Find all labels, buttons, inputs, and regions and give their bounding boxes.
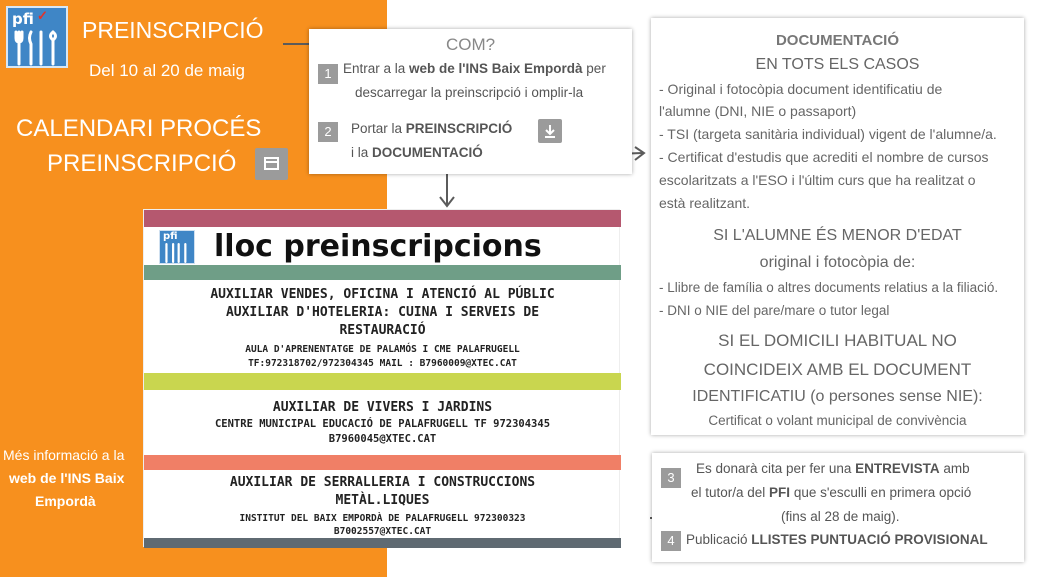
s1-line3: RESTAURACIÓ xyxy=(339,323,426,338)
step4-line: Publicació LLISTES PUNTUACIÓ PROVISIONAL xyxy=(686,532,988,547)
s3-line1: AUXILIAR DE SERRALLERIA I CONSTRUCCIONS xyxy=(229,475,536,490)
doc-subtitle: EN TOTS ELS CASOS xyxy=(755,56,920,73)
s3-line4: B7002557@XTEC.CAT xyxy=(333,526,432,537)
download-button[interactable] xyxy=(538,119,562,143)
doc-line-5: escolaritzats a l'ESO i l'últim curs que ha realitzat o xyxy=(659,172,976,188)
step2-line1: Portar la PREINSCRIPCIÓ xyxy=(351,121,513,136)
tools-icon xyxy=(13,30,63,66)
band-purple xyxy=(144,210,621,227)
download-icon xyxy=(538,119,562,143)
band-green xyxy=(144,265,621,280)
more-info-line2[interactable]: web de l'INS Baix xyxy=(9,470,125,486)
com-title: COM? xyxy=(445,35,496,54)
doc-line-2: l'alumne (DNI, NIE o passaport) xyxy=(659,103,857,119)
calendar-action-button[interactable] xyxy=(255,148,288,180)
s3-line2: METÀL.LIQUES xyxy=(335,493,430,508)
window-icon xyxy=(255,148,288,180)
s1-line2: AUXILIAR D'HOTELERIA: CUINA I SERVEIS DE xyxy=(225,305,540,320)
calendar-title-line1: CALENDARI PROCÉS xyxy=(16,115,262,142)
domicili-title-2: COINCIDEIX AMB EL DOCUMENT xyxy=(703,360,972,379)
lloc-tools-icon xyxy=(162,243,192,263)
preinscripcio-title: PREINSCRIPCIÓ xyxy=(82,17,264,43)
band-salmon xyxy=(144,455,621,470)
s2-line2: CENTRE MUNICIPAL EDUCACIÓ DE PALAFRUGELL TF 972304345 xyxy=(214,418,551,430)
s3-line3: INSTITUT DEL BAIX EMPORDÀ DE PALAFRUGELL 972300323 xyxy=(239,513,526,524)
doc-line-3: - TSI (targeta sanitària individual) vigent de l'alumne/a. xyxy=(659,126,997,142)
check-icon: ✓ xyxy=(37,8,48,23)
minor-subtitle: original i fotocòpia de: xyxy=(759,254,916,271)
more-info-line1: Més informació a la xyxy=(3,447,125,463)
step1-line1: Entrar a la web de l'INS Baix Empordà per xyxy=(343,61,606,76)
documentacio-card xyxy=(651,18,1024,435)
arrow-head-doc xyxy=(635,147,644,160)
steps-card xyxy=(652,453,1024,562)
step1-line2: descarregar la preinscripció i omplir-la xyxy=(355,85,584,100)
lloc-card xyxy=(143,209,620,547)
dates-text: Del 10 al 20 de maig xyxy=(89,61,245,80)
step2-line2: i la DOCUMENTACIÓ xyxy=(351,145,483,160)
doc-line-6: està realitzant. xyxy=(659,195,751,211)
step2-number: 2 xyxy=(318,122,338,142)
com-card xyxy=(309,29,632,174)
step1-number: 1 xyxy=(318,64,338,84)
step4-number: 4 xyxy=(661,531,681,551)
minor-line-2: - DNI o NIE del pare/mare o tutor legal xyxy=(659,303,890,318)
logo-text: pfi xyxy=(12,10,34,28)
minor-title: SI L'ALUMNE ÉS MENOR D'EDAT xyxy=(713,227,962,244)
step3-number: 3 xyxy=(661,468,681,488)
domicili-line: Certificat o volant municipal de convivència xyxy=(708,413,967,428)
pfi-logo xyxy=(6,6,68,68)
s1-line4: AULA D'APRENENTATGE DE PALAMÓS I CME PALAFRUGELL xyxy=(245,344,520,355)
doc-title: DOCUMENTACIÓ xyxy=(775,32,900,49)
lloc-logo xyxy=(159,230,195,264)
doc-line-1: - Original i fotocòpia document identificatiu de xyxy=(659,81,943,97)
more-info-line3[interactable]: Empordà xyxy=(35,493,96,509)
band-yellow xyxy=(144,373,621,390)
arrow-head-lloc xyxy=(440,197,454,206)
s2-line1: AUXILIAR DE VIVERS I JARDINS xyxy=(272,400,493,415)
minor-line-1: - Llibre de família o altres documents relatius a la filiació. xyxy=(659,280,999,295)
step3-line1: Es donarà cita per fer una ENTREVISTA amb xyxy=(696,461,970,476)
band-dark xyxy=(144,538,621,548)
step3-line2: el tutor/a del PFI que s'esculli en primera opció xyxy=(691,485,972,500)
s2-line3: B7960045@XTEC.CAT xyxy=(328,433,437,445)
lloc-logo-text: pfi xyxy=(163,231,178,242)
lloc-title: lloc preinscripcions xyxy=(214,229,542,264)
doc-line-4: - Certificat d'estudis que acrediti el nombre de cursos xyxy=(659,149,989,165)
s1-line5: TF:972318702/972304345 MAIL : B7960009@XTEC.CAT xyxy=(248,358,517,369)
step3-line3: (fins al 28 de maig). xyxy=(781,509,900,524)
domicili-title-3: IDENTIFICATIU (o persones sense NIE): xyxy=(692,388,983,405)
s1-line1: AUXILIAR VENDES, OFICINA I ATENCIÓ AL PÚBLIC xyxy=(210,287,555,302)
ins-web-link[interactable]: web de l'INS Baix Empordà xyxy=(409,61,583,76)
calendar-title-line2: PREINSCRIPCIÓ xyxy=(47,150,237,177)
domicili-title-1: SI EL DOMICILI HABITUAL NO xyxy=(718,331,957,350)
